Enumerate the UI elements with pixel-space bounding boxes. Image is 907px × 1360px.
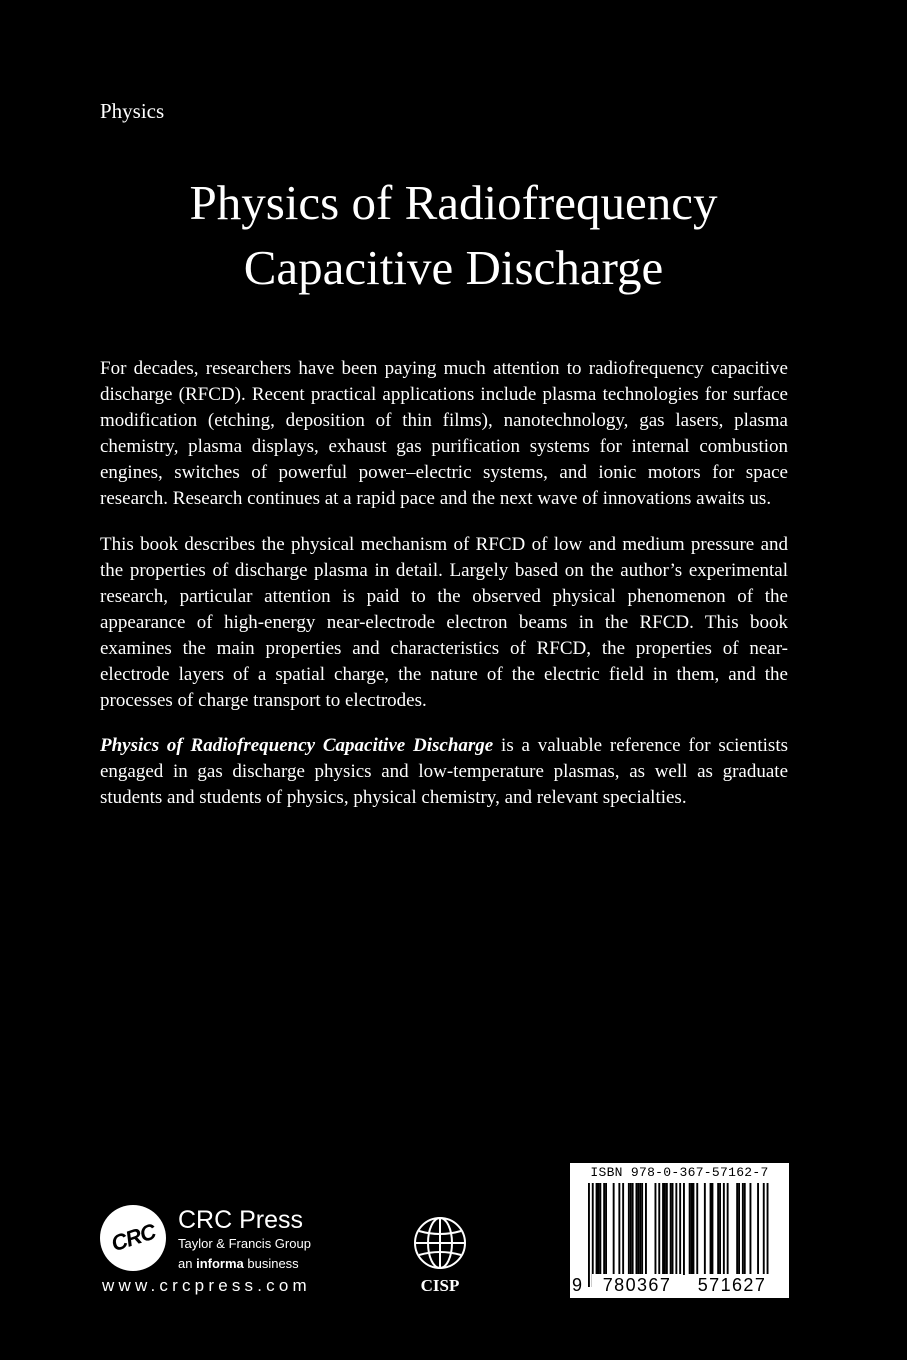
barcode-bar	[767, 1183, 769, 1287]
barcode-bar	[750, 1183, 752, 1275]
barcode-bar	[689, 1183, 691, 1275]
barcode-bar	[675, 1183, 677, 1287]
isbn-barcode	[570, 1163, 789, 1298]
barcode-bar	[672, 1183, 674, 1275]
blurb-paragraph-3	[100, 733, 788, 811]
barcode-bar	[696, 1183, 698, 1275]
barcode-bar	[603, 1183, 605, 1275]
informa-suffix: business	[243, 1256, 299, 1271]
barcode-bar	[683, 1183, 685, 1275]
barcode-bar	[630, 1183, 632, 1275]
publisher-url: www.crcpress.com	[102, 1276, 311, 1295]
barcode-bar	[645, 1183, 647, 1275]
book-title	[60, 170, 847, 300]
ean-digits	[570, 1274, 789, 1296]
crc-circle-logo	[100, 1205, 166, 1271]
barcode-bar	[599, 1183, 601, 1275]
publisher-name: CRC Press	[178, 1206, 304, 1234]
barcode-bar	[666, 1183, 668, 1275]
barcode-bar	[639, 1183, 641, 1275]
barcode-bar	[637, 1183, 639, 1275]
barcode-bar	[742, 1183, 744, 1275]
barcode-bar	[736, 1183, 738, 1275]
barcode-bar	[662, 1183, 664, 1275]
ean-right-digits: 571627	[686, 1274, 778, 1296]
blurb-book-title: Physics of Radiofrequency Capacitive Discharge	[100, 735, 494, 757]
barcode-bar	[757, 1183, 759, 1275]
barcode-bar	[738, 1183, 740, 1275]
ean-first-digit: 9	[572, 1275, 583, 1295]
barcode-bar	[679, 1183, 681, 1287]
barcode-bar	[605, 1183, 607, 1275]
barcode-bar	[727, 1183, 729, 1275]
globe-icon	[412, 1215, 468, 1271]
isbn-label: ISBN 978-0-367-57162-7	[590, 1165, 769, 1180]
barcode-bar	[628, 1183, 630, 1275]
publisher-group: Taylor & Francis Group	[178, 1236, 311, 1251]
barcode-bar	[717, 1183, 719, 1275]
barcode-bar	[704, 1183, 706, 1275]
barcode-bar	[670, 1183, 672, 1275]
ean-left-digits: 780367	[592, 1274, 682, 1296]
blurb-paragraph-1: For decades, researchers have been paying much attention to radiofrequency capacitive discharge (RFCD). Recent practical applications include plasma technologies for surface modification (etching, deposition of thin films), nanotechnology, gas lasers, plasma chemistry, plasma displays, exhaust gas purification systems for internal combustion engines, switches of powerful power–electric systems, and ionic motors for space research. Research continues at a rapid pace and the next wave of innovations awaits us.	[100, 358, 788, 510]
informa-word: informa	[196, 1256, 244, 1271]
barcode-bar	[588, 1183, 590, 1287]
subject-category: Physics	[100, 99, 165, 123]
barcode-bar	[763, 1183, 765, 1287]
back-cover-blurb	[100, 356, 788, 831]
book-title-line-2: Capacitive Discharge	[243, 240, 664, 295]
barcode-bar	[712, 1183, 714, 1275]
barcode-bar	[592, 1183, 594, 1287]
barcode-bar	[641, 1183, 643, 1275]
blurb-paragraph-3-text: is a valuable reference for scientists engaged in gas discharge physics and low-temperature plasmas, as well as graduate students and students of physics, physical chemistry, and relevant specialties.	[100, 735, 788, 809]
barcode-bar	[719, 1183, 721, 1275]
crc-logo-text: CRC	[107, 1218, 158, 1257]
publisher-informa-line	[178, 1256, 299, 1272]
barcode-bar	[658, 1183, 660, 1275]
barcode-bar	[618, 1183, 620, 1275]
barcode-bar	[632, 1183, 634, 1275]
barcode-bar	[613, 1183, 615, 1275]
book-title-line-1: Physics of Radiofrequency	[189, 175, 718, 230]
barcode-bar	[693, 1183, 695, 1275]
barcode-bar	[655, 1183, 657, 1275]
cisp-label: CISP	[420, 1276, 460, 1295]
barcode-bar	[691, 1183, 693, 1275]
barcode-bar	[664, 1183, 666, 1275]
barcode-bar	[636, 1183, 638, 1275]
barcode-bar	[710, 1183, 712, 1275]
blurb-paragraph-2: This book describes the physical mechanism of RFCD of low and medium pressure and the properties of discharge plasma in detail. Largely based on the author’s experimental research, particular attention is paid to the observed physical phenomenon of the appearance of high-energy near-electrode electron beams in the RFCD. This book examines the main properties and characteristics of RFCD, the properties of near-electrode layers of a spatial charge, the nature of the electric field in them, and the processes of charge transport to electrodes.	[100, 533, 788, 712]
informa-prefix: an	[178, 1256, 197, 1271]
barcode-bar	[744, 1183, 746, 1275]
barcode-bar	[622, 1183, 624, 1275]
barcode-bar	[598, 1183, 600, 1275]
barcode-bar	[723, 1183, 725, 1275]
barcode-bar	[596, 1183, 598, 1275]
